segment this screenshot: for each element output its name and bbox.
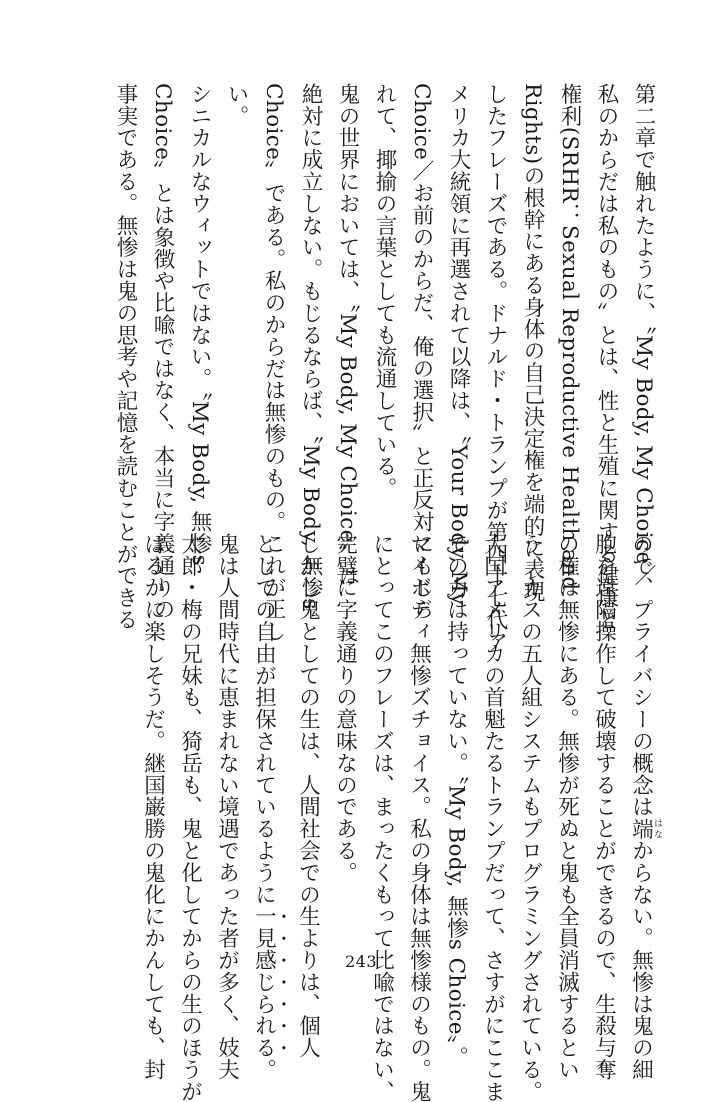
text-line: 権利(SRHR：Sexual Reproductive Health and <box>557 83 582 591</box>
text-line: Choice／お前のからだ、俺の選択〟と正反対にもじら <box>409 83 434 621</box>
text-line: にとってこのフレーズは、まったくもって比喩ではない、 <box>369 533 395 1102</box>
text-segment: からない。無惨は鬼の細 <box>628 839 654 1081</box>
text-line: 大国アメリカの首魁たるトランプだって、さすがにここま <box>480 533 506 1102</box>
text-line: 私のからだは私のもの〟とは、性と生殖に関する健康と <box>594 83 619 631</box>
upper-text-block <box>107 83 662 653</box>
text-line: しかし鬼としての生は、人間社会での生よりは、個人 <box>295 533 321 1059</box>
text-line: れて、揶揄の言葉としても流通している。 <box>372 83 397 500</box>
text-line: したフレーズである。ドナルド・トランプが第四十七代ア <box>483 83 508 653</box>
text-line: シニカルなウィットではない。〝My Body, 無惨s <box>187 83 212 567</box>
emphasis-dots-text: 一見感じられる <box>251 905 277 1059</box>
text-line: 絶対に成立しない。もじるならば、〝My Body, 無惨s <box>298 83 323 610</box>
text-line: 胞を遠隔操作して破壊することができるので、生殺与奪 <box>591 533 617 1081</box>
page-number: 243 <box>344 952 378 971</box>
text-line <box>623 533 663 1081</box>
text-line: はるかに楽しそうだ。継国巌勝の鬼化にかんしても、封 <box>140 533 166 1081</box>
text-line: Rights)の根幹にある身体の自己決定権を端的に表現 <box>520 83 545 603</box>
text-line: 事実である。無惨は鬼の思考や記憶を読むことができる <box>113 83 138 631</box>
text-line: メリカ大統領に再選されて以降は、〝Your Body, My <box>446 83 471 606</box>
text-line <box>246 533 290 1081</box>
text-line: 鬼の世界においては、〝My Body, My Choice〟は <box>335 83 360 587</box>
furigana-ruby <box>628 817 662 840</box>
text-line: 鬼は人間時代に恵まれない境遇であった者が多く、妓夫 <box>214 533 240 1081</box>
ruby-base: 端 <box>628 817 654 840</box>
text-line: での力は持っていない。〝My Body, 無惨s Choice〟。 <box>443 533 469 1068</box>
ruby-reading: はな <box>652 817 662 840</box>
text-segment: ので、プライバシーの概念は <box>628 533 654 818</box>
text-line: Choice〟とは象徴や比喩ではなく、本当に字義通りの <box>150 83 175 621</box>
text-line: Choice〟である。私のからだは無惨のもの。これが正し <box>261 83 286 643</box>
text-line: 完璧に字義通りの意味なのである。 <box>332 533 358 884</box>
text-line: う、カスの五人組システムもプログラミングされている。 <box>517 533 543 1102</box>
text-line: 太郎・梅の兄妹も、猗岳も、鬼と化してからの生のほうが <box>177 533 203 1102</box>
text-line: 第二章で触れたように、〝My Body, My Choice／ <box>631 83 656 587</box>
text-segment: としての自由が担保されているように <box>251 533 277 906</box>
text-line: の権は無惨にある。無惨が死ぬと鬼も全員消滅するとい <box>554 533 580 1081</box>
text-line: い。 <box>224 83 249 127</box>
text-line: マイボディ無惨ズチョイス。私の身体は無惨様のもの。鬼 <box>406 533 432 1102</box>
text-segment: 。 <box>251 1058 277 1081</box>
